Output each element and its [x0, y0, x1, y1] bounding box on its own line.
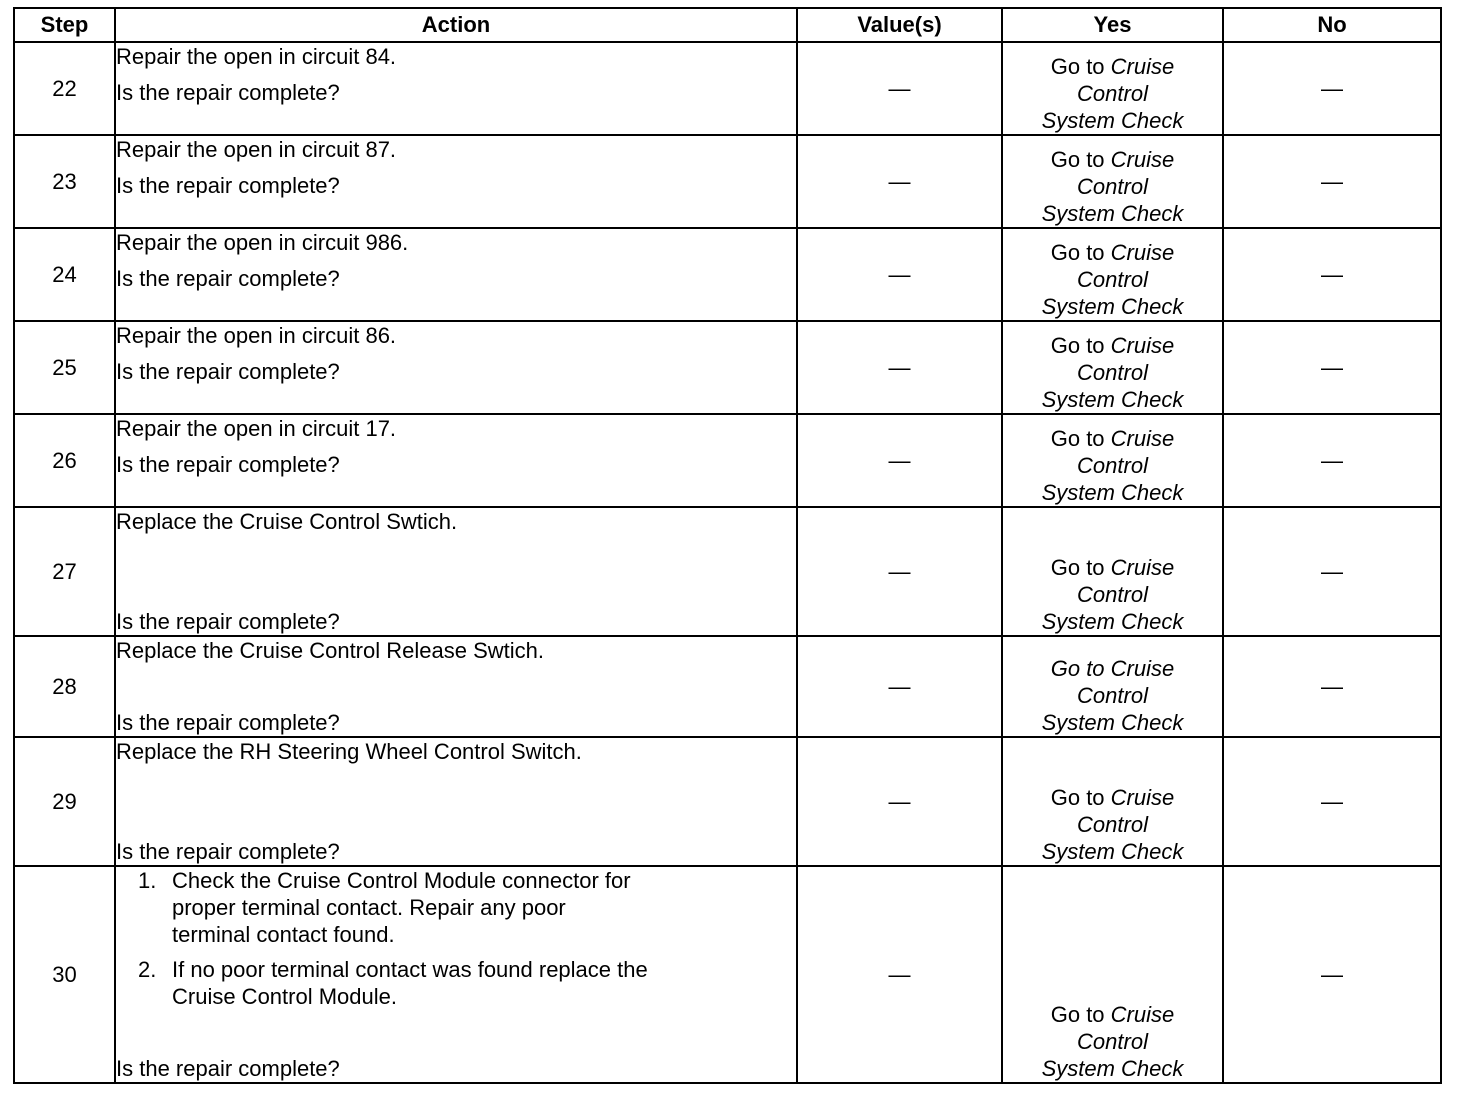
yes-cell	[1002, 321, 1223, 414]
step-number: 24	[14, 228, 115, 321]
action-cell	[115, 414, 797, 507]
action-cell	[115, 42, 797, 135]
table-row	[14, 636, 1441, 737]
value-cell: —	[797, 135, 1002, 228]
action-text: Repair the open in circuit 84.	[116, 44, 397, 69]
system-check-link[interactable]: System Check	[1041, 609, 1184, 634]
step-number: 28	[14, 636, 115, 737]
cruise-link[interactable]: Cruise	[1110, 333, 1175, 358]
header-action: Action	[115, 8, 797, 42]
table-row	[14, 135, 1441, 228]
table-row	[14, 321, 1441, 414]
action-cell	[115, 866, 797, 1083]
yes-cell	[1002, 414, 1223, 507]
header-step: Step	[14, 8, 115, 42]
no-cell: —	[1223, 321, 1441, 414]
table-row	[14, 866, 1441, 1083]
action-question: Is the repair complete?	[116, 173, 340, 198]
item-number: 2.	[138, 957, 157, 982]
step-number: 30	[14, 866, 115, 1083]
no-cell: —	[1223, 414, 1441, 507]
value-cell: —	[797, 228, 1002, 321]
diagnostic-table	[13, 7, 1442, 1084]
item-text: terminal contact found.	[172, 922, 395, 947]
control-link[interactable]: Control	[1077, 582, 1148, 607]
system-check-link[interactable]: System Check	[1041, 1056, 1184, 1081]
value-cell: —	[797, 42, 1002, 135]
action-question: Is the repair complete?	[116, 452, 340, 477]
cruise-link[interactable]: Cruise	[1110, 1002, 1175, 1027]
value-cell: —	[797, 636, 1002, 737]
cruise-link[interactable]: Cruise	[1110, 656, 1175, 681]
control-link[interactable]: Control	[1077, 453, 1148, 478]
action-text: Repair the open in circuit 986.	[116, 230, 409, 255]
value-cell: —	[797, 866, 1002, 1083]
action-question: Is the repair complete?	[116, 1056, 340, 1081]
action-cell	[115, 737, 797, 866]
cruise-link[interactable]: Cruise	[1110, 54, 1175, 79]
table-row	[14, 42, 1441, 135]
item-text: proper terminal contact. Repair any poor	[172, 895, 566, 920]
system-check-link[interactable]: System Check	[1041, 839, 1184, 864]
no-cell: —	[1223, 866, 1441, 1083]
header-yes: Yes	[1002, 8, 1223, 42]
control-link[interactable]: Control	[1077, 812, 1148, 837]
table-row	[14, 507, 1441, 636]
no-cell: —	[1223, 135, 1441, 228]
step-number: 29	[14, 737, 115, 866]
item-text: If no poor terminal contact was found replace the	[172, 957, 648, 982]
control-link[interactable]: Control	[1077, 1029, 1148, 1054]
control-link[interactable]: Control	[1077, 174, 1148, 199]
table-row	[14, 737, 1441, 866]
list-item	[138, 867, 796, 948]
go-to-text: Go to	[1050, 426, 1105, 451]
go-to-text: Go to	[1050, 656, 1105, 681]
action-question: Is the repair complete?	[116, 359, 340, 384]
step-number: 25	[14, 321, 115, 414]
cruise-link[interactable]: Cruise	[1110, 785, 1175, 810]
go-to-text: Go to	[1050, 1002, 1105, 1027]
action-cell	[115, 135, 797, 228]
list-item	[138, 956, 796, 1010]
item-text: Check the Cruise Control Module connector for	[172, 868, 631, 893]
table-row	[14, 228, 1441, 321]
header-values: Value(s)	[797, 8, 1002, 42]
go-to-text: Go to	[1050, 333, 1105, 358]
action-text: Repair the open in circuit 86.	[116, 323, 397, 348]
no-cell: —	[1223, 507, 1441, 636]
system-check-link[interactable]: System Check	[1041, 710, 1184, 735]
header-no: No	[1223, 8, 1441, 42]
header-row	[14, 8, 1441, 42]
item-number: 1.	[138, 868, 157, 893]
action-question: Is the repair complete?	[116, 710, 340, 735]
action-cell	[115, 228, 797, 321]
system-check-link[interactable]: System Check	[1041, 201, 1184, 226]
step-number: 23	[14, 135, 115, 228]
system-check-link[interactable]: System Check	[1041, 294, 1184, 319]
value-cell: —	[797, 321, 1002, 414]
step-number: 22	[14, 42, 115, 135]
action-cell	[115, 507, 797, 636]
yes-cell	[1002, 507, 1223, 636]
system-check-link[interactable]: System Check	[1041, 480, 1184, 505]
control-link[interactable]: Control	[1077, 360, 1148, 385]
value-cell: —	[797, 507, 1002, 636]
value-cell: —	[797, 737, 1002, 866]
go-to-text: Go to	[1050, 147, 1105, 172]
action-question: Is the repair complete?	[116, 609, 340, 634]
cruise-link[interactable]: Cruise	[1110, 147, 1175, 172]
system-check-link[interactable]: System Check	[1041, 108, 1184, 133]
yes-cell	[1002, 135, 1223, 228]
action-question: Is the repair complete?	[116, 80, 340, 105]
cruise-link[interactable]: Cruise	[1110, 555, 1175, 580]
cruise-link[interactable]: Cruise	[1110, 426, 1175, 451]
action-question: Is the repair complete?	[116, 839, 340, 864]
yes-cell	[1002, 737, 1223, 866]
item-text: Cruise Control Module.	[172, 984, 397, 1009]
action-question: Is the repair complete?	[116, 266, 340, 291]
action-cell	[115, 321, 797, 414]
no-cell: —	[1223, 737, 1441, 866]
no-cell: —	[1223, 636, 1441, 737]
value-cell: —	[797, 414, 1002, 507]
action-text: Repair the open in circuit 87.	[116, 137, 397, 162]
no-cell: —	[1223, 228, 1441, 321]
yes-cell	[1002, 636, 1223, 737]
action-text: Replace the Cruise Control Swtich.	[116, 509, 458, 534]
control-link[interactable]: Control	[1077, 683, 1148, 708]
yes-cell	[1002, 228, 1223, 321]
go-to-text: Go to	[1050, 54, 1105, 79]
action-text: Replace the RH Steering Wheel Control Switch.	[116, 739, 582, 764]
no-cell: —	[1223, 42, 1441, 135]
control-link[interactable]: Control	[1077, 267, 1148, 292]
action-text: Replace the Cruise Control Release Swtich.	[116, 638, 544, 663]
action-cell	[115, 636, 797, 737]
go-to-text: Go to	[1050, 240, 1105, 265]
cruise-link[interactable]: Cruise	[1110, 240, 1175, 265]
yes-cell	[1002, 866, 1223, 1083]
table-row	[14, 414, 1441, 507]
go-to-text: Go to	[1050, 785, 1105, 810]
yes-cell	[1002, 42, 1223, 135]
step-number: 26	[14, 414, 115, 507]
action-text: Repair the open in circuit 17.	[116, 416, 397, 441]
system-check-link[interactable]: System Check	[1041, 387, 1184, 412]
procedure-list	[116, 867, 796, 1018]
control-link[interactable]: Control	[1077, 81, 1148, 106]
step-number: 27	[14, 507, 115, 636]
go-to-text: Go to	[1050, 555, 1105, 580]
